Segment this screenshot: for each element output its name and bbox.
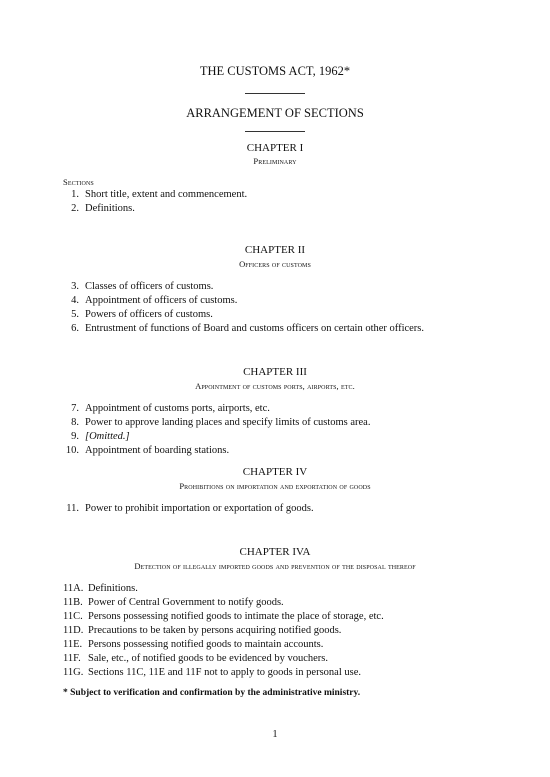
section-number: 10. bbox=[65, 445, 79, 456]
section-number: 11D. bbox=[63, 625, 84, 636]
chapter-heading: CHAPTER I bbox=[246, 142, 304, 154]
arrangement-rule bbox=[245, 131, 305, 132]
section-title: Power of Central Government to notify goods. bbox=[88, 597, 284, 608]
section-title: Definitions. bbox=[85, 203, 135, 214]
section-number: 11. bbox=[66, 503, 79, 514]
section-number: 4. bbox=[71, 295, 79, 306]
section-number: 11F. bbox=[63, 653, 81, 664]
chapter-heading: CHAPTER III bbox=[243, 366, 307, 378]
section-title: Power to approve landing places and specify limits of customs area. bbox=[85, 417, 371, 428]
section-number: 9. bbox=[71, 431, 79, 442]
chapter-heading: CHAPTER IV bbox=[242, 466, 308, 478]
chapter-subheading: Detection of illegally imported goods and prevention of the disposal thereof bbox=[134, 561, 416, 571]
section-title: Sale, etc., of notified goods to be evidenced by vouchers. bbox=[88, 653, 328, 664]
section-title: Short title, extent and commencement. bbox=[85, 189, 248, 200]
section-title: Classes of officers of customs. bbox=[85, 281, 214, 292]
section-title: Persons possessing notified goods to intimate the place of storage, etc. bbox=[88, 611, 384, 622]
section-title: Precautions to be taken by persons acquiring notified goods. bbox=[88, 625, 342, 636]
section-title: Appointment of customs ports, airports, etc. bbox=[85, 403, 270, 414]
sections-label: Sections bbox=[63, 177, 94, 187]
chapter-heading: CHAPTER II bbox=[244, 244, 306, 256]
section-number: 11E. bbox=[63, 639, 83, 650]
section-number: 5. bbox=[71, 309, 79, 320]
chapter-subheading: Officers of customs bbox=[239, 259, 311, 269]
document-title: THE CUSTOMS ACT, 1962* bbox=[199, 64, 351, 78]
page-number: 1 bbox=[272, 729, 278, 740]
section-title: Definitions. bbox=[88, 583, 138, 594]
section-number: 6. bbox=[71, 323, 79, 334]
section-number: 11B. bbox=[63, 597, 83, 608]
section-title: Sections 11C, 11E and 11F not to apply to goods in personal use. bbox=[88, 667, 361, 678]
chapter-subheading: Prohibitions on importation and exportation of goods bbox=[179, 481, 371, 491]
section-number: 1. bbox=[71, 189, 79, 200]
section-number: 11G. bbox=[63, 667, 84, 678]
section-number: 8. bbox=[71, 417, 79, 428]
arrangement-heading: ARRANGEMENT OF SECTIONS bbox=[186, 106, 364, 120]
footnote: * Subject to verification and confirmation by the administrative ministry. bbox=[63, 688, 361, 698]
section-number: 11A. bbox=[63, 583, 84, 594]
chapter-subheading: Preliminary bbox=[253, 156, 297, 166]
section-number: 2. bbox=[71, 203, 79, 214]
section-title: Persons possessing notified goods to maintain accounts. bbox=[88, 639, 324, 650]
section-title: Powers of officers of customs. bbox=[85, 309, 213, 320]
section-number: 11C. bbox=[63, 611, 83, 622]
section-title: Appointment of officers of customs. bbox=[85, 295, 238, 306]
section-title: [Omitted.] bbox=[85, 431, 130, 442]
chapter-heading: CHAPTER IVA bbox=[239, 546, 311, 558]
section-title: Appointment of boarding stations. bbox=[85, 445, 230, 456]
section-title: Entrustment of functions of Board and customs officers on certain other officers. bbox=[85, 323, 425, 334]
title-rule bbox=[245, 93, 305, 94]
section-number: 3. bbox=[71, 281, 79, 292]
section-title: Power to prohibit importation or exportation of goods. bbox=[85, 503, 314, 514]
chapter-subheading: Appointment of customs ports, airports, etc. bbox=[195, 381, 355, 391]
section-number: 7. bbox=[71, 403, 79, 414]
